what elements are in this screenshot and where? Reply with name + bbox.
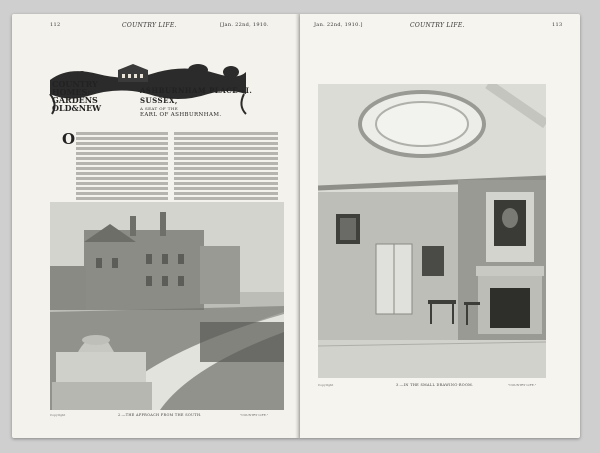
right-photo-caption: 3.—IN THE SMALL DRAWING-ROOM. [396, 383, 474, 387]
left-running-title [122, 22, 177, 29]
article-text-column-1 [76, 132, 168, 208]
right-magazine-title: COUNTRY LIFE. [410, 22, 465, 29]
drop-cap: O [62, 130, 76, 148]
right-page [300, 14, 580, 438]
approach-photo [50, 202, 284, 410]
left-photo-caption: 2.—THE APPROACH FROM THE SOUTH. [118, 413, 202, 417]
series-title-line: OLD&NEW [52, 103, 102, 113]
series-title-line: COUNTRY [52, 79, 98, 89]
left-page-number: 112 [50, 22, 61, 28]
right-photo-copyright: Copyright [318, 383, 334, 387]
left-magazine-title: COUNTRY LIFE. [122, 22, 177, 29]
series-title-line: HOMES: [52, 87, 91, 97]
left-photo-copyright: Copyright [50, 413, 66, 417]
county-name: SUSSEX, [140, 96, 178, 105]
seat-of-label: A SEAT OF THE [140, 106, 179, 111]
right-page-date: Jan. 22nd, 1910.] [314, 22, 363, 28]
article-text-column-2 [174, 132, 278, 208]
left-photo-credit: "COUNTRY LIFE." [240, 413, 269, 417]
left-page-date: [Jan. 22nd, 1910. [220, 22, 269, 28]
drawing-room-photo [318, 84, 546, 378]
article-title-block [48, 56, 253, 128]
right-running-title [410, 22, 465, 29]
owner-name: EARL OF ASHBURNHAM. [140, 112, 222, 118]
place-name: ASHBURNHAM PLACE—I. [140, 86, 253, 95]
right-page-number: 113 [552, 22, 563, 28]
right-photo-credit: "COUNTRY LIFE." [508, 383, 537, 387]
series-title-line: GARDENS [52, 95, 98, 105]
series-title [52, 80, 101, 112]
left-page [12, 14, 300, 438]
